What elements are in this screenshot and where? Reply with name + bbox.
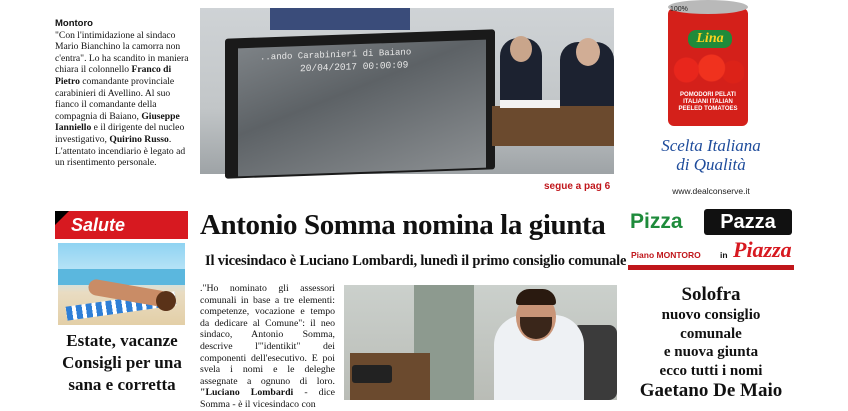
ad-website-link[interactable]: www.dealconserve.it: [672, 186, 750, 196]
article-text: . L'attentato incendiario è legato ad un risentimento personale.: [55, 133, 186, 169]
photo-officer-1-head: [510, 36, 532, 62]
teaser-line: ecco tutti i nomi: [659, 362, 763, 379]
teaser-line: Solofra: [681, 284, 741, 305]
salute-headline[interactable]: Estate, vacanze Consigli per una sana e corretta: [62, 331, 182, 394]
tomatoes-icon: [672, 50, 744, 90]
can-label: POMODORI PELATI ITALIANI ITALIAN PEELED TOMATOES: [678, 92, 738, 112]
ad-location-in: in: [720, 250, 728, 260]
article-text: - dice Somma - è il vicesindaco con: [200, 387, 335, 410]
continued-link[interactable]: segue a pag 6: [544, 181, 611, 192]
montoro-article: [55, 18, 190, 169]
can-lid: [668, 0, 748, 14]
tomato-advertisement[interactable]: [628, 0, 794, 205]
teaser-line: e nuova giunta: [663, 344, 759, 360]
photo-sunbather-hair: [156, 291, 176, 311]
section-banner-salute[interactable]: [55, 211, 188, 239]
monitor-timestamp: 20/04/2017 00:00:09: [300, 59, 409, 75]
photo-telephone: [352, 365, 392, 383]
article-name-highlight: "Luciano Lombardi: [200, 387, 294, 399]
teaser-line: comunale: [680, 325, 742, 342]
main-subheadline: Il vicesindaco è Luciano Lombardi, lunedì il primo consiglio comunale: [205, 253, 627, 269]
teaser-line: Gaetano De Maio: [639, 380, 783, 401]
photo-man-hair: [516, 289, 556, 305]
main-headline[interactable]: Antonio Somma nomina la giunta: [200, 209, 606, 241]
photo-officer-2-head: [576, 38, 600, 66]
solofra-teaser[interactable]: [628, 284, 794, 402]
brand-logo: Lina: [688, 30, 732, 48]
mayor-portrait-photo[interactable]: [344, 285, 617, 400]
piazza-logo-word: Piazza: [733, 237, 792, 262]
lid-text: 100%: [670, 6, 688, 13]
photo-window-blind: [270, 8, 410, 30]
article-dateline: Montoro: [55, 18, 93, 29]
photo-sea: [58, 269, 185, 285]
article-text: e il dirigente del nucleo investigativo,: [55, 122, 185, 145]
article-text: ."Ho nominato gli assessori comunali in base a tre elementi: competenze, vocazione e tempo da dedicare al Comune": il neo sindaco, Antonio Somma, descrive l'"identikit" dei componenti dell'esecutivo. E poi svela i nomi e le deleghe assegnate a ognuno di loro.: [200, 283, 335, 387]
article-text: "Con l'intimidazione al sindaco Mario Bianchino la camorra non c'entra". Lo ha scandito in maniera chiara il colonnello: [55, 29, 189, 76]
main-article-body: [200, 283, 335, 411]
article-name-highlight: Quirino Russo: [109, 133, 169, 145]
section-label: Salute: [71, 215, 126, 235]
article-name-highlight: Franco di Pietro: [55, 64, 172, 87]
monitor-caption-text: ..ando Carabinieri di Baiano: [260, 47, 412, 63]
article-name-highlight: Giuseppe Ianniello: [55, 110, 180, 134]
teaser-line: nuovo consiglio: [661, 307, 761, 323]
ad-slogan-line: Scelta Italiana: [661, 136, 761, 155]
banner-corner-icon: [55, 211, 69, 225]
press-conference-photo[interactable]: [200, 8, 614, 174]
photo-papers: [500, 100, 560, 108]
pizza-pazza-advertisement[interactable]: [628, 207, 794, 271]
ad-location: Piano MONTORO: [631, 250, 701, 260]
photo-desk: [492, 106, 614, 146]
ad-divider: [628, 265, 794, 270]
ad-slogan-line: di Qualità: [676, 155, 746, 174]
pazza-logo-word: Pazza: [704, 209, 792, 235]
pizza-logo-word: Pizza: [630, 210, 683, 233]
ad-slogan: [628, 136, 794, 174]
article-text: comandante provinciale carabinieri di Avellino. Al suo fianco il comandante della compagnia di Baiano,: [55, 75, 175, 122]
article-body: [55, 30, 190, 169]
beach-photo[interactable]: [58, 243, 185, 325]
